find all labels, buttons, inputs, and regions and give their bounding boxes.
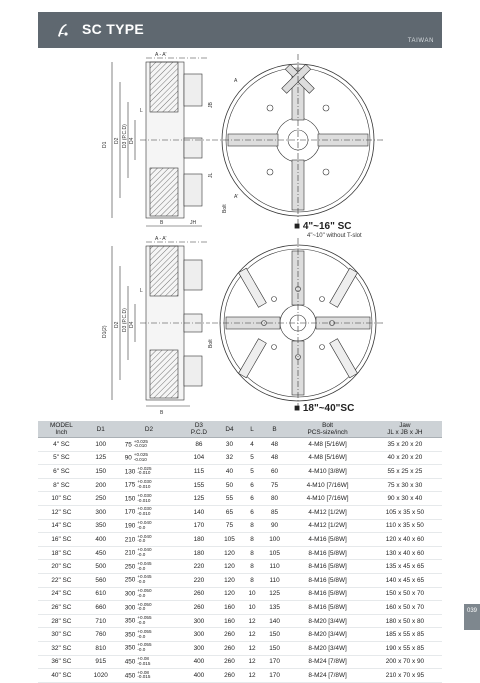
d4-cell: 65 bbox=[217, 505, 243, 519]
d2-cell: 350 +0.055 -0.0 bbox=[117, 614, 182, 628]
d4-cell: 120 bbox=[217, 587, 243, 601]
l-cell: 6 bbox=[242, 505, 261, 519]
model-cell: 8" SC bbox=[38, 478, 85, 492]
b-cell: 125 bbox=[262, 587, 288, 601]
table-row bbox=[38, 655, 442, 669]
column-header: Jaw JL x JB x JH bbox=[368, 421, 442, 438]
bolt-cell: 8-M20 [3/4W] bbox=[287, 614, 367, 628]
table-row bbox=[38, 587, 442, 601]
page-tab bbox=[464, 604, 480, 630]
d2-label: D2 bbox=[114, 137, 120, 144]
d4-cell: 260 bbox=[217, 628, 243, 642]
table-row bbox=[38, 546, 442, 560]
bolt-cell: 8-M16 [5/8W] bbox=[287, 601, 367, 615]
d3-cell: 400 bbox=[181, 655, 216, 669]
l-cell: 8 bbox=[242, 533, 261, 547]
table-row bbox=[38, 438, 442, 452]
column-header: D2 bbox=[117, 421, 182, 438]
spec-table bbox=[38, 421, 442, 683]
b-cell: 170 bbox=[262, 669, 288, 683]
l-cell: 12 bbox=[242, 669, 261, 683]
l-label-bottom: L bbox=[140, 288, 143, 294]
jaw-cell: 150 x 50 x 70 bbox=[368, 587, 442, 601]
jaw-cell: 200 x 70 x 90 bbox=[368, 655, 442, 669]
model-cell: 36" SC bbox=[38, 655, 85, 669]
d4-cell: 30 bbox=[217, 438, 243, 452]
jaw-cell: 35 x 20 x 20 bbox=[368, 438, 442, 452]
table-row bbox=[38, 560, 442, 574]
table-row bbox=[38, 573, 442, 587]
bolt-cell: 4-M10 [3/8W] bbox=[287, 465, 367, 479]
d2-cell: 175 +0.030 -0.010 bbox=[117, 478, 182, 492]
model-cell: 16" SC bbox=[38, 533, 85, 547]
front-view-bottom bbox=[212, 238, 384, 408]
table-row bbox=[38, 519, 442, 533]
model-cell: 18" SC bbox=[38, 546, 85, 560]
page-subtitle: TAIWAN bbox=[407, 38, 434, 44]
l-cell: 12 bbox=[242, 655, 261, 669]
l-cell: 5 bbox=[242, 465, 261, 479]
column-header: D1 bbox=[85, 421, 117, 438]
table-row bbox=[38, 628, 442, 642]
caption-large-models: ■ 18"~40"SC bbox=[294, 403, 355, 414]
caption-small-models-note: 4"~10" without T-slot bbox=[307, 233, 362, 239]
jaw-cell: 160 x 50 x 70 bbox=[368, 601, 442, 615]
jaw-cell: 135 x 45 x 65 bbox=[368, 560, 442, 574]
bolt-cell: 4-M10 [7/16W] bbox=[287, 478, 367, 492]
jaw-cell: 75 x 30 x 30 bbox=[368, 478, 442, 492]
b-cell: 85 bbox=[262, 505, 288, 519]
b-cell: 170 bbox=[262, 655, 288, 669]
d2-cell: 250 +0.045 -0.0 bbox=[117, 573, 182, 587]
d4-cell: 160 bbox=[217, 614, 243, 628]
b-cell: 48 bbox=[262, 438, 288, 452]
b-cell: 48 bbox=[262, 451, 288, 465]
bolt-label-top: Bolt bbox=[222, 204, 228, 213]
model-cell: 26" SC bbox=[38, 601, 85, 615]
d2-cell: 350 +0.055 -0.0 bbox=[117, 628, 182, 642]
jaw-cell: 140 x 45 x 65 bbox=[368, 573, 442, 587]
l-cell: 12 bbox=[242, 614, 261, 628]
a-label: A bbox=[234, 78, 238, 84]
d2-cell: 75 +0.025 -0.010 bbox=[117, 438, 182, 452]
d1-cell: 450 bbox=[85, 546, 117, 560]
l-cell: 8 bbox=[242, 560, 261, 574]
l-cell: 5 bbox=[242, 451, 261, 465]
jaw-cell: 105 x 35 x 50 bbox=[368, 505, 442, 519]
d2-cell: 250 +0.045 -0.0 bbox=[117, 560, 182, 574]
bolt-cell: 8-M16 [5/8W] bbox=[287, 573, 367, 587]
b-cell: 110 bbox=[262, 573, 288, 587]
jaw-cell: 185 x 55 x 85 bbox=[368, 628, 442, 642]
model-cell: 32" SC bbox=[38, 641, 85, 655]
d4-cell: 260 bbox=[217, 655, 243, 669]
d1-cell: 710 bbox=[85, 614, 117, 628]
d1-2-label: D1(2) bbox=[102, 325, 108, 338]
column-header: MODEL Inch bbox=[38, 421, 85, 438]
d3-cell: 115 bbox=[181, 465, 216, 479]
d1-cell: 350 bbox=[85, 519, 117, 533]
d1-cell: 760 bbox=[85, 628, 117, 642]
l-cell: 10 bbox=[242, 601, 261, 615]
d3-cell: 104 bbox=[181, 451, 216, 465]
d1-cell: 810 bbox=[85, 641, 117, 655]
column-header: B bbox=[262, 421, 288, 438]
d2-cell: 210 +0.040 -0.0 bbox=[117, 533, 182, 547]
d1-cell: 200 bbox=[85, 478, 117, 492]
column-header: Bolt PCS-size/inch bbox=[287, 421, 367, 438]
l-cell: 4 bbox=[242, 438, 261, 452]
d3-cell: 260 bbox=[181, 601, 216, 615]
model-cell: 22" SC bbox=[38, 573, 85, 587]
d1-cell: 300 bbox=[85, 505, 117, 519]
page-header bbox=[38, 12, 442, 48]
column-header: D4 bbox=[217, 421, 243, 438]
b-label: B bbox=[160, 220, 164, 226]
model-cell: 40" SC bbox=[38, 669, 85, 683]
model-cell: 30" SC bbox=[38, 628, 85, 642]
table-row bbox=[38, 601, 442, 615]
a-prime-label: A' bbox=[234, 194, 239, 200]
d1-cell: 660 bbox=[85, 601, 117, 615]
spec-table-header bbox=[38, 421, 442, 438]
model-cell: 6" SC bbox=[38, 465, 85, 479]
l-cell: 12 bbox=[242, 641, 261, 655]
d4-cell: 260 bbox=[217, 641, 243, 655]
d4-cell: 120 bbox=[217, 573, 243, 587]
jb-label: JB bbox=[208, 102, 214, 108]
d3-cell: 300 bbox=[181, 628, 216, 642]
d2-cell: 450 +0.08 -0.015 bbox=[117, 669, 182, 683]
model-cell: 5" SC bbox=[38, 451, 85, 465]
l-cell: 6 bbox=[242, 492, 261, 506]
d1-cell: 400 bbox=[85, 533, 117, 547]
jaw-cell: 40 x 20 x 20 bbox=[368, 451, 442, 465]
d1-cell: 915 bbox=[85, 655, 117, 669]
d3-cell: 220 bbox=[181, 560, 216, 574]
jaw-cell: 190 x 55 x 85 bbox=[368, 641, 442, 655]
b-cell: 105 bbox=[262, 546, 288, 560]
page-title: SC TYPE bbox=[82, 21, 145, 37]
bolt-label-bottom: Bolt bbox=[208, 339, 214, 348]
d1-cell: 250 bbox=[85, 492, 117, 506]
caption-small-models: ■ 4"~16" SC bbox=[294, 221, 352, 232]
l-cell: 6 bbox=[242, 478, 261, 492]
column-header: D3 P.C.D bbox=[181, 421, 216, 438]
d4-cell: 120 bbox=[217, 560, 243, 574]
bolt-cell: 8-M20 [3/4W] bbox=[287, 628, 367, 642]
bolt-cell: 8-M16 [5/8W] bbox=[287, 587, 367, 601]
d4-cell: 55 bbox=[217, 492, 243, 506]
jaw-cell: 55 x 25 x 25 bbox=[368, 465, 442, 479]
b-label-bottom: B bbox=[160, 410, 164, 416]
table-row bbox=[38, 505, 442, 519]
d3-label-bottom: D3 (P.C.D) bbox=[122, 308, 128, 332]
l-cell: 10 bbox=[242, 587, 261, 601]
d4-cell: 260 bbox=[217, 669, 243, 683]
b-cell: 110 bbox=[262, 560, 288, 574]
d2-cell: 350 +0.055 -0.0 bbox=[117, 641, 182, 655]
d3-cell: 180 bbox=[181, 533, 216, 547]
section-label-bottom: A - A' bbox=[155, 236, 167, 242]
model-cell: 14" SC bbox=[38, 519, 85, 533]
d4-cell: 105 bbox=[217, 533, 243, 547]
page-number: 039 bbox=[466, 608, 477, 614]
d3-cell: 86 bbox=[181, 438, 216, 452]
b-cell: 135 bbox=[262, 601, 288, 615]
b-cell: 80 bbox=[262, 492, 288, 506]
d3-cell: 170 bbox=[181, 519, 216, 533]
bolt-cell: 8-M24 [7/8W] bbox=[287, 655, 367, 669]
model-cell: 4" SC bbox=[38, 438, 85, 452]
bolt-cell: 8-M16 [5/8W] bbox=[287, 546, 367, 560]
d1-cell: 150 bbox=[85, 465, 117, 479]
l-cell: 12 bbox=[242, 628, 261, 642]
l-cell: 8 bbox=[242, 519, 261, 533]
d3-cell: 140 bbox=[181, 505, 216, 519]
bolt-cell: 8-M20 [3/4W] bbox=[287, 641, 367, 655]
table-row bbox=[38, 451, 442, 465]
d2-cell: 150 +0.030 -0.010 bbox=[117, 492, 182, 506]
bolt-cell: 4-M8 [5/16W] bbox=[287, 451, 367, 465]
model-cell: 10" SC bbox=[38, 492, 85, 506]
d2-cell: 190 +0.040 -0.0 bbox=[117, 519, 182, 533]
d2-label-bottom: D2 bbox=[114, 321, 120, 328]
d1-cell: 1020 bbox=[85, 669, 117, 683]
jaw-cell: 180 x 50 x 80 bbox=[368, 614, 442, 628]
jaw-cell: 210 x 70 x 95 bbox=[368, 669, 442, 683]
d2-cell: 450 +0.08 -0.015 bbox=[117, 655, 182, 669]
bolt-cell: 4-M10 [7/16W] bbox=[287, 492, 367, 506]
d4-cell: 40 bbox=[217, 465, 243, 479]
d4-cell: 120 bbox=[217, 546, 243, 560]
d1-cell: 610 bbox=[85, 587, 117, 601]
d4-cell: 160 bbox=[217, 601, 243, 615]
d4-label: D4 bbox=[129, 137, 135, 144]
spec-table-body bbox=[38, 438, 442, 683]
model-cell: 24" SC bbox=[38, 587, 85, 601]
d2-cell: 300 +0.050 -0.0 bbox=[117, 587, 182, 601]
b-cell: 75 bbox=[262, 478, 288, 492]
b-cell: 60 bbox=[262, 465, 288, 479]
d1-cell: 500 bbox=[85, 560, 117, 574]
b-cell: 150 bbox=[262, 641, 288, 655]
d1-label: D1 bbox=[102, 141, 108, 148]
d4-label-bottom: D4 bbox=[129, 321, 135, 328]
d2-cell: 300 +0.050 -0.0 bbox=[117, 601, 182, 615]
l-label: L bbox=[140, 108, 143, 114]
bolt-cell: 4-M12 [1/2W] bbox=[287, 519, 367, 533]
d2-cell: 170 +0.030 -0.010 bbox=[117, 505, 182, 519]
d1-cell: 100 bbox=[85, 438, 117, 452]
b-cell: 140 bbox=[262, 614, 288, 628]
l-cell: 8 bbox=[242, 546, 261, 560]
b-cell: 90 bbox=[262, 519, 288, 533]
jaw-cell: 110 x 35 x 50 bbox=[368, 519, 442, 533]
model-cell: 20" SC bbox=[38, 560, 85, 574]
jaw-cell: 130 x 40 x 60 bbox=[368, 546, 442, 560]
d1-cell: 560 bbox=[85, 573, 117, 587]
bolt-cell: 4-M8 [5/16W] bbox=[287, 438, 367, 452]
d4-cell: 50 bbox=[217, 478, 243, 492]
table-row bbox=[38, 478, 442, 492]
b-cell: 100 bbox=[262, 533, 288, 547]
technical-drawing bbox=[0, 48, 480, 418]
bolt-cell: 8-M24 [7/8W] bbox=[287, 669, 367, 683]
d2-cell: 90 +0.025 -0.010 bbox=[117, 451, 182, 465]
d3-cell: 220 bbox=[181, 573, 216, 587]
b-cell: 150 bbox=[262, 628, 288, 642]
table-row bbox=[38, 641, 442, 655]
d3-cell: 125 bbox=[181, 492, 216, 506]
d3-cell: 155 bbox=[181, 478, 216, 492]
table-row bbox=[38, 669, 442, 683]
table-row bbox=[38, 465, 442, 479]
bolt-cell: 4-M12 [1/2W] bbox=[287, 505, 367, 519]
jaw-cell: 120 x 40 x 60 bbox=[368, 533, 442, 547]
model-cell: 28" SC bbox=[38, 614, 85, 628]
d4-cell: 75 bbox=[217, 519, 243, 533]
d3-cell: 180 bbox=[181, 546, 216, 560]
brand-logo-icon bbox=[52, 20, 72, 40]
front-view-top bbox=[212, 54, 384, 226]
d1-cell: 125 bbox=[85, 451, 117, 465]
jl-label: JL bbox=[208, 172, 214, 178]
model-cell: 12" SC bbox=[38, 505, 85, 519]
d3-cell: 260 bbox=[181, 587, 216, 601]
bolt-cell: 4-M16 [5/8W] bbox=[287, 533, 367, 547]
d3-label: D3 (P.C.D) bbox=[122, 124, 128, 148]
column-header: L bbox=[242, 421, 261, 438]
d2-cell: 130 +0.025 -0.010 bbox=[117, 465, 182, 479]
d3-cell: 400 bbox=[181, 669, 216, 683]
d4-cell: 32 bbox=[217, 451, 243, 465]
jh-label: JH bbox=[190, 220, 197, 226]
d3-cell: 300 bbox=[181, 614, 216, 628]
table-row bbox=[38, 533, 442, 547]
table-row bbox=[38, 492, 442, 506]
bolt-cell: 8-M16 [5/8W] bbox=[287, 560, 367, 574]
d3-cell: 300 bbox=[181, 641, 216, 655]
table-row bbox=[38, 614, 442, 628]
d2-cell: 210 +0.040 -0.0 bbox=[117, 546, 182, 560]
l-cell: 8 bbox=[242, 573, 261, 587]
jaw-cell: 90 x 30 x 40 bbox=[368, 492, 442, 506]
section-label-top: A - A' bbox=[155, 52, 167, 58]
